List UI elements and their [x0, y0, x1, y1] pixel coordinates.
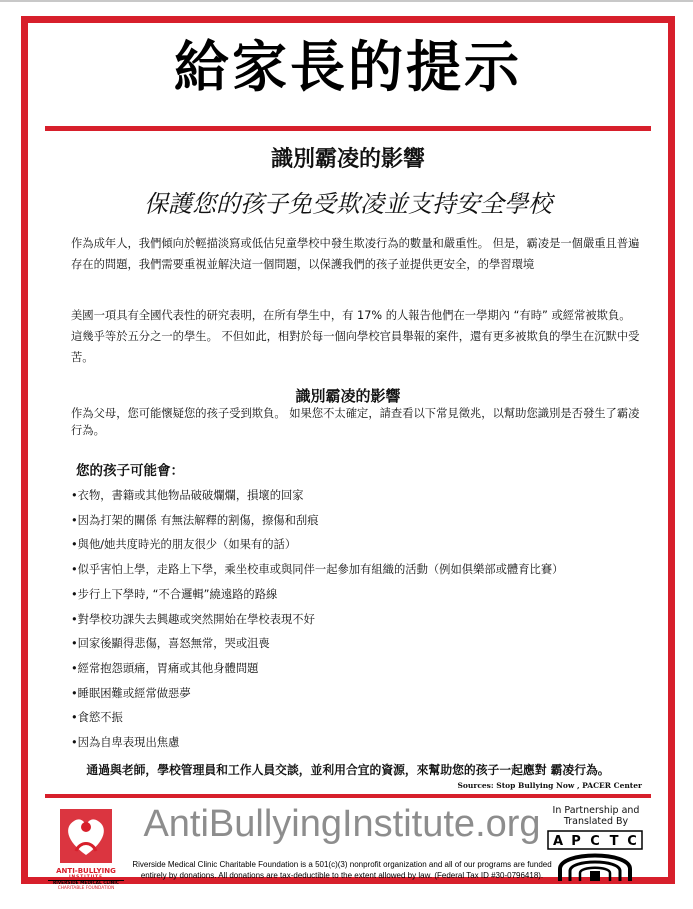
website-url[interactable]: AntiBullyingInstitute.org [143, 803, 541, 845]
list-item: •因為打架的關係 有無法解釋的割傷，擦傷和刮痕 [71, 513, 319, 527]
flyer-frame [21, 16, 675, 891]
list-item: •似乎害怕上學，走路上下學，乘坐校車或與同伴一起參加有組織的活動（例如俱樂部或體育比賽） [71, 563, 564, 577]
intro-paragraph-1: 作為成年人，我們傾向於輕描淡寫或低估兒童學校中發生欺凌行為的數量和嚴重性。 但是，霸凌是一個嚴重且普遍存在的問題，我們需要重視並解決這一個問題，以保護我們的孩子並提供更安全，的學習環境 [71, 237, 640, 271]
apctc-letter: P [571, 834, 581, 849]
logo-foundation: CHARITABLE FOUNDATION [57, 886, 115, 891]
nonprofit-notice [126, 859, 558, 881]
page-title: 給家長的提示 [173, 35, 522, 99]
page-subtitle: 識別霸凌的影響 [270, 147, 425, 172]
top-edge-rule [0, 0, 693, 2]
list-item: •睡眠困難或經常做惡夢 [71, 686, 191, 700]
sources-note: Sources: Stop Bullying Now , PACER Center [457, 781, 642, 790]
nonprofit-line-2: entirely by donations. All donations are tax-deductible to the extent allowed by law. (Federal Tax ID #30-0796418). [140, 871, 544, 880]
nonprofit-line-1: Riverside Medical Clinic Charitable Foundation is a 501(c)(3) nonprofit organization and all of our programs are funded [132, 860, 552, 869]
list-item: •回家後顯得悲傷，喜怒無常，哭或沮喪 [71, 637, 270, 651]
title-divider [45, 126, 651, 131]
list-item: •經常抱怨頭痛，胃痛或其他身體問題 [71, 661, 259, 675]
list-item: •因為自卑表現出焦慮 [71, 736, 180, 750]
signs-heading: 您的孩子可能會： [76, 463, 184, 479]
list-item: •與他/她共度時光的朋友很少（如果有的話） [71, 538, 297, 552]
list-item: •食慾不振 [71, 711, 123, 725]
apctc-letter: A [552, 834, 564, 849]
logo-clinic: RIVERSIDE MEDICAL CLINIC [48, 880, 124, 886]
section-heading: 識別霸凌的影響 [295, 387, 401, 405]
tagline: 保護您的孩子免受欺凌並支持安全學校 [144, 190, 552, 218]
partner-line-1: In Partnership and [552, 805, 640, 816]
apctc-logo-icon [546, 829, 644, 883]
intro-paragraph-2: 美國一項具有全國代表性的研究表明，在所有學生中，有 17% 的人報告他們在一學期內 “有時” 或經常被欺負。 這幾乎等於五分之一的學生。 不但如此，相對於每一個向學校官員舉報的案件，還有更多被欺負的學生在沉默中受苦。 [71, 309, 640, 364]
logo-institute: INSTITUTE [68, 875, 104, 880]
list-item: •步行上下學時, “不合邏輯”繞遠路的路線 [71, 587, 278, 601]
apctc-letter: T [609, 834, 619, 849]
logo-caption [48, 867, 124, 891]
partner-line-2: Translated By [563, 816, 629, 827]
apctc-letter: C [590, 834, 600, 849]
logo-name: ANTI-BULLYING [56, 867, 116, 875]
closing-statement: 通過與老師，學校管理員和工作人員交談，並利用合宜的資源，來幫助您的孩子一起應對 霸凌行為。 [86, 763, 610, 777]
apctc-letter: C [627, 834, 637, 849]
signs-list [71, 484, 671, 756]
list-item: •衣物，書籍或其他物品破破爛爛，損壞的回家 [71, 489, 304, 502]
footer-divider [45, 794, 651, 798]
section-paragraph: 作為父母，您可能懷疑您的孩子受到欺負。 如果您不太確定，請查看以下常見徵兆，以幫助您識別是否發生了霸凌行為。 [71, 407, 640, 437]
partner-label [546, 805, 646, 827]
list-item: •對學校功課失去興趣或突然開始在學校表現不好 [71, 612, 315, 626]
